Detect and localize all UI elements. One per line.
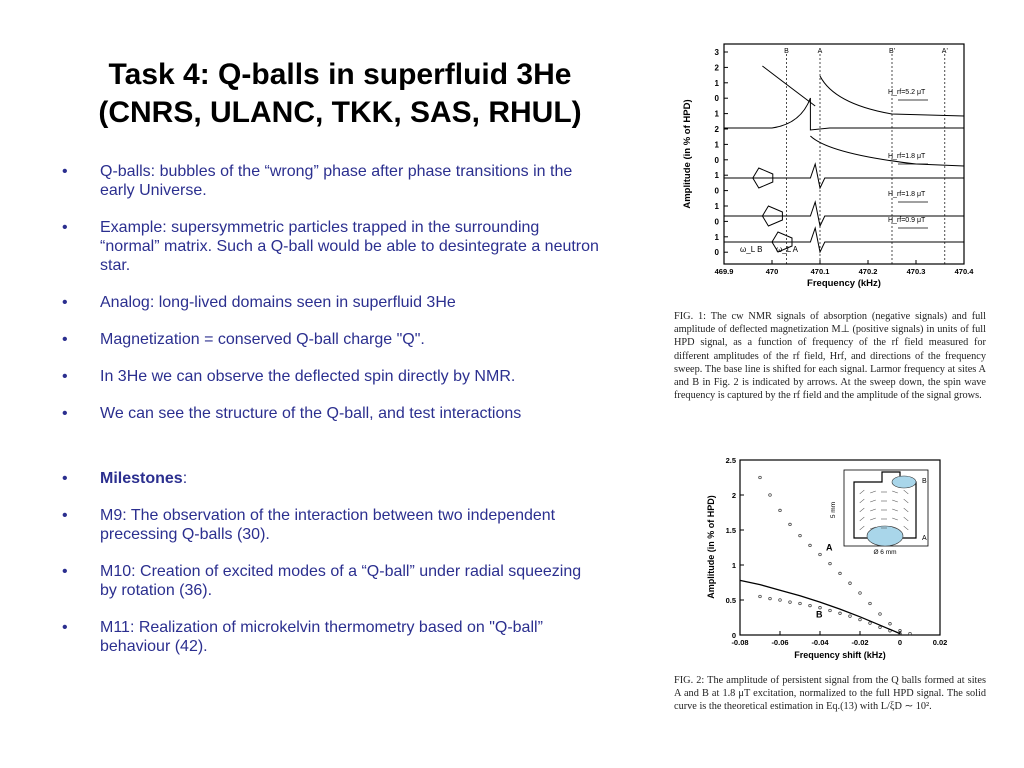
fig1-y-tick-label: 0 bbox=[714, 186, 719, 196]
fig2-point-a bbox=[829, 562, 832, 565]
fig1-x-tick-label: 470.2 bbox=[858, 267, 878, 276]
milestone-item: • M9: The observation of the interaction between two independent precessing Q-balls (30). bbox=[62, 506, 602, 544]
fig1-y-tick-label: 1 bbox=[714, 140, 719, 150]
fig2-point-b bbox=[879, 626, 882, 629]
fig1-trace bbox=[724, 202, 964, 226]
title-line-2: (CNRS, ULANC, TKK, SAS, RHUL) bbox=[98, 96, 582, 129]
fig2-point-b bbox=[859, 618, 862, 621]
fig1-y-tick-label: 0 bbox=[714, 217, 719, 227]
fig2-point-b bbox=[759, 595, 762, 598]
fig1-y-tick-label: 2 bbox=[714, 63, 719, 73]
fig2-point-a bbox=[779, 509, 782, 512]
figure-2-chart bbox=[704, 452, 958, 662]
fig2-theory-curve bbox=[740, 580, 900, 633]
bullet-item: • In 3He we can observe the deflected spin directly by NMR. bbox=[62, 367, 602, 386]
fig2-point-a bbox=[769, 494, 772, 497]
milestones-heading bbox=[62, 469, 602, 488]
fig2-y-tick-label: 0.5 bbox=[725, 596, 736, 605]
slide-title bbox=[40, 56, 640, 132]
fig2-x-tick-label: -0.08 bbox=[731, 638, 749, 647]
fig1-x-tick-label: 470 bbox=[765, 267, 779, 276]
milestones-colon: : bbox=[182, 470, 188, 487]
fig2-inset-label-a: A bbox=[922, 535, 927, 542]
milestone-item: • M10: Creation of excited modes of a “Q-ball” under radial squeezing by rotation (36). bbox=[62, 562, 602, 600]
figure-1-chart bbox=[676, 36, 976, 298]
bullet-item: • We can see the structure of the Q-ball, and test interactions bbox=[62, 404, 602, 423]
fig2-inset-blob-b bbox=[892, 476, 916, 488]
bullet-item: • Magnetization = conserved Q-ball charge "Q". bbox=[62, 330, 602, 349]
fig2-point-a bbox=[819, 553, 822, 556]
fig2-x-tick-label: -0.06 bbox=[771, 638, 789, 647]
fig1-y-tick-label: 3 bbox=[714, 48, 719, 57]
fig2-point-b bbox=[869, 622, 872, 625]
fig2-point-b bbox=[829, 609, 832, 612]
figure-1-caption: FIG. 1: The cw NMR signals of absorption (negative signals) and full amplitude of deflected magnetization M⊥ (positive signals) in units of full HPD signal, as a function of frequency of the rf field measured for different amplitudes of the rf field, Hrf, and directions of the frequency sweep. The base line is shifted for each signal. Larmor frequency at sites A and B in Fig. 2 is indicated by arrows. At the sweep down, the spin wave frequency is captured by the rf field and the amplitude of the signal grows. bbox=[674, 311, 986, 402]
fig2-inset-dim-v: 5 mm bbox=[830, 501, 837, 519]
fig1-trace bbox=[724, 164, 964, 188]
fig2-y-tick-label: 2.5 bbox=[725, 456, 736, 465]
fig1-x-tick-label: 470.1 bbox=[810, 267, 830, 276]
figure-2-caption: FIG. 2: The amplitude of persistent signal from the Q balls formed at sites A and B at 1.8 μT excitation, normalized to the full HPD signal. The solid curve is the theoretical estimation in Eq.(13) with L/ξD ∼ 10². bbox=[674, 675, 986, 713]
fig2-y-tick-label: 0 bbox=[731, 631, 736, 640]
fig1-y-tick-label: 1 bbox=[714, 232, 719, 242]
fig1-arrow-label-b: ω_L B bbox=[740, 245, 763, 254]
bullet-item: • Analog: long-lived domains seen in superfluid 3He bbox=[62, 293, 602, 312]
title-line-1: Task 4: Q-balls in superfluid 3He bbox=[108, 58, 572, 91]
fig2-inset bbox=[830, 470, 928, 556]
fig1-legend-label: H_rf=1.8 μT bbox=[888, 191, 926, 198]
fig2-point-a bbox=[799, 534, 802, 537]
fig2-x-tick-label: 0.02 bbox=[932, 638, 948, 647]
milestone-item: • M11: Realization of microkelvin thermometry based on "Q-ball” behaviour (42). bbox=[62, 618, 602, 656]
fig2-y-tick-label: 1.5 bbox=[725, 526, 736, 535]
fig1-y-tick-label: 1 bbox=[714, 171, 719, 181]
fig2-point-b bbox=[849, 615, 852, 618]
fig1-legend-label: H_rf=1.8 μT bbox=[888, 153, 926, 160]
bullet-list bbox=[62, 162, 602, 674]
fig2-point-b bbox=[809, 604, 812, 607]
fig1-y-tick-label: 0 bbox=[714, 155, 719, 165]
fig1-y-tick-label: 2 bbox=[714, 125, 719, 134]
fig2-point-a bbox=[789, 523, 792, 526]
fig1-xlabel: Frequency (kHz) bbox=[807, 278, 881, 289]
fig1-frame bbox=[724, 44, 964, 264]
fig2-point-b bbox=[799, 602, 802, 605]
fig2-y-tick-label: 2 bbox=[731, 491, 736, 500]
fig1-x-tick-label: 470.4 bbox=[954, 267, 974, 276]
fig1-trace-1d bbox=[810, 136, 964, 166]
fig1-site-label: A bbox=[817, 48, 823, 55]
fig1-y-tick-label: 0 bbox=[714, 94, 719, 104]
fig1-y-tick-label: 1 bbox=[714, 202, 719, 211]
fig2-point-b bbox=[789, 601, 792, 604]
fig2-point-b bbox=[839, 612, 842, 615]
fig2-x-tick-label: -0.04 bbox=[811, 638, 829, 647]
fig1-legend-label: H_rf=5.2 μT bbox=[888, 89, 926, 96]
fig2-point-b bbox=[779, 599, 782, 602]
fig2-inset-label-b: B bbox=[922, 478, 927, 485]
fig2-point-a bbox=[839, 572, 842, 575]
fig1-trace-1 bbox=[724, 98, 964, 130]
fig2-point-b bbox=[769, 597, 772, 600]
fig1-site-label: B' bbox=[888, 48, 896, 55]
fig2-ylabel: Amplitude (in % of HPD) bbox=[706, 495, 716, 599]
fig2-point-a bbox=[759, 476, 762, 479]
bullet-item: • Example: supersymmetric particles trapped in the surrounding “normal” matrix. Such a Q-ball would be able to desintegrate a neutron star. bbox=[62, 218, 602, 275]
fig1-y-tick-label: 1 bbox=[714, 109, 719, 119]
fig2-x-tick-label: 0 bbox=[897, 638, 903, 647]
fig1-arrow-label-a: ω_L A bbox=[776, 245, 798, 254]
fig1-ylabel: Amplitude (in % of HPD) bbox=[682, 99, 693, 209]
fig1-trace-1b bbox=[762, 66, 815, 106]
fig2-point-a bbox=[889, 623, 892, 626]
fig2-series-label: B bbox=[816, 609, 823, 620]
fig2-point-a bbox=[869, 602, 872, 605]
fig2-xlabel: Frequency shift (kHz) bbox=[794, 650, 886, 660]
fig2-x-tick-label: -0.02 bbox=[851, 638, 869, 647]
fig1-site-label: A' bbox=[941, 48, 948, 55]
fig1-site-label: B bbox=[784, 48, 789, 55]
fig1-y-tick-label: 0 bbox=[714, 248, 719, 258]
fig2-point-a bbox=[859, 592, 862, 595]
fig2-y-tick-label: 1 bbox=[731, 561, 736, 570]
milestones-label: Milestones bbox=[100, 470, 183, 487]
fig1-x-tick-label: 470.3 bbox=[906, 267, 926, 276]
fig2-point-a bbox=[879, 613, 882, 616]
fig2-point-a bbox=[809, 544, 812, 547]
fig2-inset-dim-h: Ø 6 mm bbox=[873, 549, 897, 556]
fig2-series-label: A bbox=[826, 542, 833, 553]
fig1-x-tick-label: 469.9 bbox=[714, 267, 734, 276]
fig2-point-a bbox=[849, 582, 852, 585]
bullet-item: • Q-balls: bubbles of the “wrong” phase after phase transitions in the early Universe. bbox=[62, 162, 602, 200]
fig1-legend-label: H_rf=0.9 μT bbox=[888, 217, 926, 224]
fig1-y-tick-label: 1 bbox=[714, 78, 719, 88]
